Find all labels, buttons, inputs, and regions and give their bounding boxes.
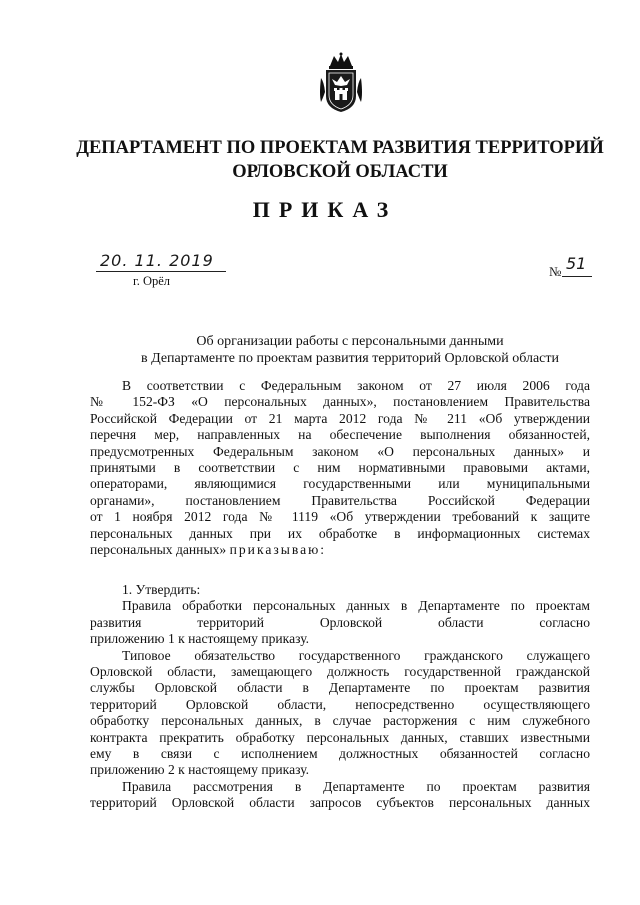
item1-para1-line: Правила обработки персональных данных в Департаменте по проектам bbox=[122, 598, 590, 614]
department-name-line2: ОРЛОВСКОЙ ОБЛАСТИ bbox=[232, 162, 448, 182]
preamble-line: операторами, являющимися государственными или муниципальными bbox=[90, 476, 590, 492]
item1-para3-line: территорий Орловской области запросов субъектов персональных данных bbox=[90, 795, 590, 811]
preamble-line: органами», постановлением Правительства Российской Федерации bbox=[90, 492, 590, 508]
item1-para2-line: службы Орловской области в Департаменте по проектам развития bbox=[90, 680, 590, 696]
preamble-last-line-start: персональных данных» bbox=[90, 542, 227, 558]
oryol-coat-of-arms-icon bbox=[318, 52, 364, 114]
preamble-line: от 1 ноября 2012 года № 1119 «Об утверждении требований к защите bbox=[90, 509, 590, 525]
item1-para1-line: приложению 1 к настоящему приказу. bbox=[90, 631, 310, 647]
item1-section bbox=[90, 582, 590, 812]
item1-para2-line: Орловской области, замещающего должность государственной гражданской bbox=[90, 664, 590, 680]
order-number-handwritten: 51 bbox=[566, 254, 587, 273]
item1-para2-line: ему в связи с исполнением должностных обязанностей согласно bbox=[90, 746, 590, 762]
document-type-title: ПРИКАЗ bbox=[252, 197, 398, 222]
item1-para2-line: контракта прекратить обработку персональных данных, ставших известными bbox=[90, 729, 590, 745]
city-label: г. Орёл bbox=[133, 274, 171, 288]
preamble-line: предусмотренных Федеральным законом «О персональных данных» и bbox=[90, 443, 590, 459]
order-date-handwritten: 20. 11. 2019 bbox=[100, 251, 214, 270]
preamble-line: принятыми в соответствии с ним нормативными правовыми актами, bbox=[90, 460, 590, 476]
preamble-line: перечня мер, направленных на обеспечение выполнения обязанностей, bbox=[90, 427, 590, 443]
subject-line1: Об организации работы с персональными данными bbox=[196, 334, 504, 349]
item1-para2-line: Типовое обязательство государственного гражданского служащего bbox=[122, 647, 590, 663]
item1-para2-line: обработку персональных данных, в случае расторжения с ним служебного bbox=[90, 713, 590, 729]
item1-heading: 1. Утвердить: bbox=[122, 582, 201, 597]
order-number-label: № bbox=[549, 264, 562, 279]
department-name-line1: ДЕПАРТАМЕНТ ПО ПРОЕКТАМ РАЗВИТИЯ ТЕРРИТОРИЙ bbox=[76, 138, 604, 158]
item1-para3-line: Правила рассмотрения в Департаменте по проектам развития bbox=[122, 778, 590, 794]
preamble-line: № 152-ФЗ «О персональных данных», постановлением Правительства bbox=[90, 394, 590, 410]
preamble-line: Российской Федерации от 21 марта 2012 года № 211 «Об утверждении bbox=[90, 410, 590, 426]
item1-para2-line: территорий Орловской области, непосредственно осуществляющего bbox=[90, 696, 590, 712]
subject-line2: в Департаменте по проектам развития территорий Орловской области bbox=[141, 351, 559, 366]
preamble-line: персональных данных при их обработке в информационных системах bbox=[90, 525, 590, 541]
item1-para1-line: развития территорий Орловской области согласно bbox=[90, 614, 590, 630]
preamble-line: В соответствии с Федеральным законом от 27 июля 2006 года bbox=[122, 378, 590, 393]
order-verb: приказываю: bbox=[229, 542, 327, 558]
date-underline bbox=[96, 271, 226, 272]
preamble-paragraph bbox=[90, 378, 590, 558]
item1-para2-line: приложению 2 к настоящему приказу. bbox=[90, 762, 310, 778]
number-underline bbox=[562, 276, 592, 277]
preamble-last-line bbox=[90, 542, 590, 558]
